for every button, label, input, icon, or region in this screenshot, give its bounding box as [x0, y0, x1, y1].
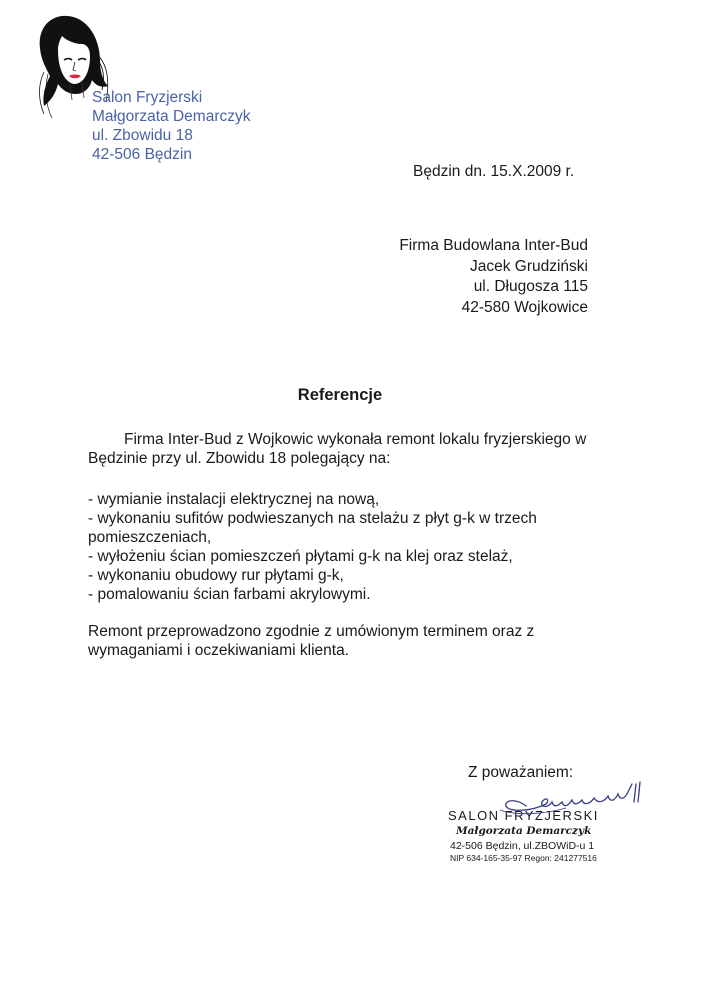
sender-street: ul. Zbowidu 18 [92, 127, 193, 144]
sender-address-block [92, 88, 251, 164]
list-item: - pomalowaniu ścian farbami akrylowymi. [88, 586, 371, 603]
closing-paragraph: Remont przeprowadzono zgodnie z umówionym terminem oraz z wymaganiami i oczekiwaniami klienta. [88, 623, 535, 659]
sender-name: Salon Fryzjerski [92, 89, 203, 106]
list-item: - wykonaniu obudowy rur płytami g-k, [88, 567, 344, 584]
regards-line: Z poważaniem: [468, 764, 574, 781]
work-items-list [88, 490, 608, 604]
letter-body [88, 430, 608, 660]
list-item: - wymianie instalacji elektrycznej na nową, [88, 491, 380, 508]
stamp-name: SALON FRYZJERSKI [448, 808, 599, 823]
handwritten-signature-icon [486, 780, 661, 820]
list-item: - wykonaniu sufitów podwieszanych na stelażu z płyt g-k w trzech pomieszczeniach, [88, 510, 537, 546]
letter-title: Referencje [297, 386, 383, 404]
stamp-owner: Małgorzata Demarczyk [456, 825, 592, 837]
recipient-city: 42-580 Wojkowice [461, 298, 588, 316]
stamp-address: 42-506 Będzin, ul.ZBOWiD-u 1 [450, 840, 595, 852]
recipient-person: Jacek Grudziński [469, 257, 588, 275]
recipient-company: Firma Budowlana Inter-Bud [399, 237, 588, 254]
date-line: Będzin dn. 15.X.2009 r. [413, 163, 575, 180]
sender-city: 42-506 Będzin [92, 146, 192, 163]
intro-paragraph: Firma Inter-Bud z Wojkowic wykonała remont lokalu fryzjerskiego w Będzinie przy ul. Zbowidu 18 polegający na: [88, 431, 587, 467]
stamp-tax-ids: NIP 634-165-35-97 Regon: 241277516 [450, 853, 597, 863]
recipient-address-block [300, 236, 588, 318]
list-item: - wyłożeniu ścian pomieszczeń płytami g-k na klej oraz stelaż, [88, 548, 513, 565]
recipient-street: ul. Długosza 115 [473, 278, 588, 295]
sender-owner: Małgorzata Demarczyk [92, 108, 251, 125]
